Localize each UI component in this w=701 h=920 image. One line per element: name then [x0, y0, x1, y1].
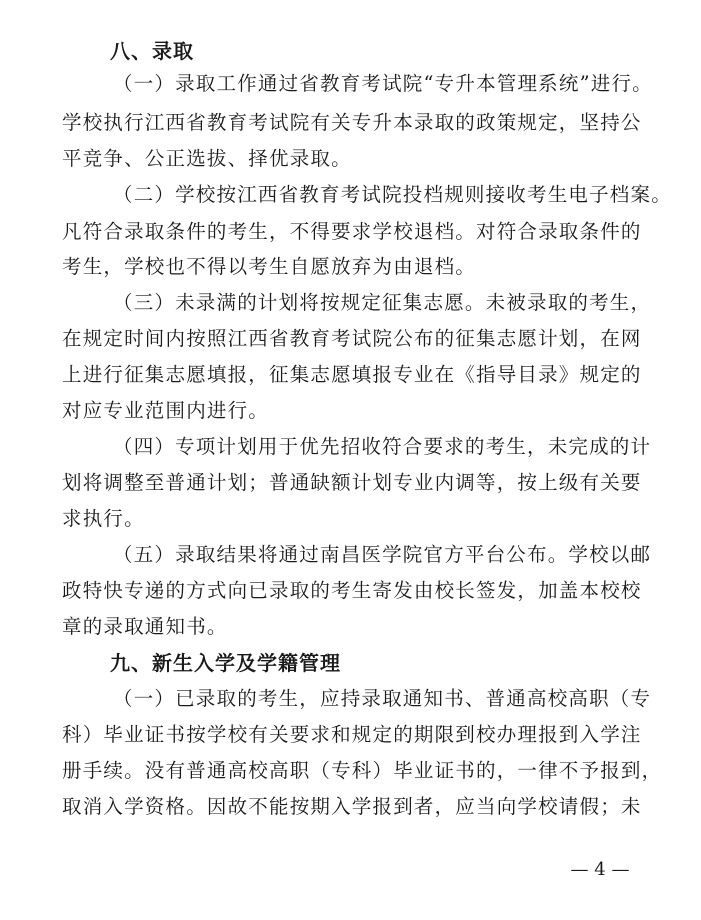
paragraph-line: 对应专业范围内进行。 — [62, 399, 270, 422]
page-number: — 4 — — [570, 859, 630, 880]
paragraph-line: 上进行征集志愿填报，征集志愿填报专业在《指导目录》规定的 — [62, 363, 642, 386]
paragraph-line: 求执行。 — [62, 507, 145, 530]
paragraph-line: （三）未录满的计划将按规定征集志愿。未被录取的考生， — [113, 291, 652, 314]
paragraph-line: 册手续。没有普通高校高职（专科）毕业证书的，一律不予报到， — [62, 759, 663, 782]
paragraph-line: 考生，学校也不得以考生自愿放弃为由退档。 — [62, 255, 477, 278]
paragraph-line: 取消入学资格。因故不能按期入学报到者，应当向学校请假；未 — [62, 795, 642, 818]
paragraph-line: （一）录取工作通过省教育考试院“专升本管理系统”进行。 — [113, 72, 653, 95]
section-heading-admission: 八、录取 — [110, 39, 194, 63]
paragraph-line: 凡符合录取条件的考生，不得要求学校退档。对符合录取条件的 — [62, 220, 642, 243]
paragraph-line: 科）毕业证书按学校有关要求和规定的期限到校办理报到入学注 — [62, 723, 642, 746]
paragraph-line: 政特快专递的方式向已录取的考生寄发由校长签发，加盖本校校 — [62, 579, 642, 602]
paragraph-line: （二）学校按江西省教育考试院投档规则接收考生电子档案。 — [113, 183, 672, 206]
paragraph-line: 划将调整至普通计划；普通缺额计划专业内调等，按上级有关要 — [62, 471, 642, 494]
paragraph-line: 章的录取通知书。 — [62, 615, 228, 638]
paragraph-line: （五）录取结果将通过南昌医学院官方平台公布。学校以邮 — [113, 543, 652, 566]
paragraph-line: 学校执行江西省教育考试院有关专升本录取的政策规定，坚持公 — [62, 111, 642, 134]
paragraph-line: 平竞争、公正选拔、择优录取。 — [62, 147, 352, 170]
paragraph-line: 在规定时间内按照江西省教育考试院公布的征集志愿计划，在网 — [62, 327, 642, 350]
paragraph-line: （四）专项计划用于优先招收符合要求的考生，未完成的计 — [113, 435, 652, 458]
paragraph-line: （一）已录取的考生，应持录取通知书、普通高校高职（专 — [113, 687, 652, 710]
section-heading-enrollment: 九、新生入学及学籍管理 — [110, 651, 341, 675]
